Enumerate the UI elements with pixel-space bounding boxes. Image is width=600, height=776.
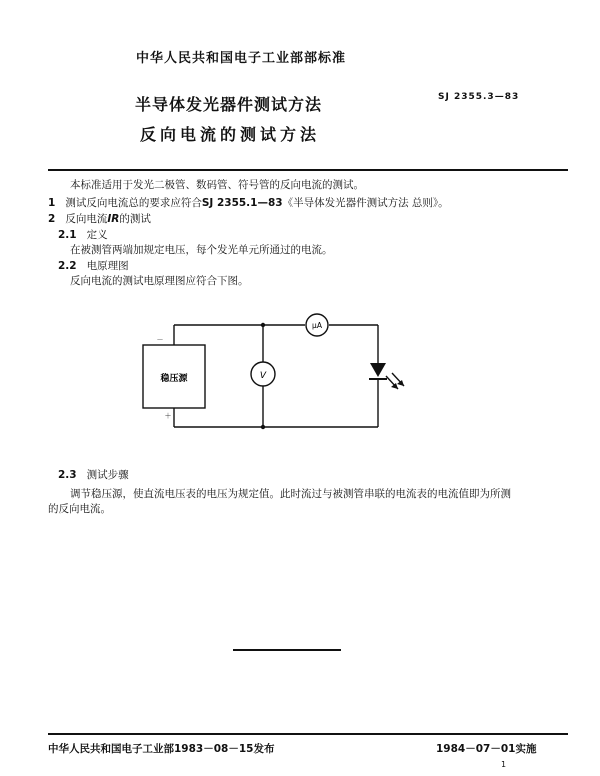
footer-effective-date: 1984－07－01实施 xyxy=(436,743,537,755)
section-2-2-text: 反向电流的测试电原理图应符合下图。 xyxy=(70,275,249,287)
section-2-symbol: IR xyxy=(107,213,120,225)
junction-bottom xyxy=(261,425,265,429)
section-2-3-text-line2: 的反向电流。 xyxy=(48,503,111,515)
section-2-1-number: 2.1 xyxy=(58,229,77,241)
plus-terminal: ＋ xyxy=(164,412,172,420)
section-2-title-suffix: 的测试 xyxy=(119,213,151,225)
intro-paragraph: 本标准适用于发光二极管、数码管、符号管的反向电流的测试。 xyxy=(70,179,364,191)
minus-terminal: － xyxy=(156,336,164,344)
source-label: 稳压源 xyxy=(160,374,188,384)
junction-top xyxy=(261,323,265,327)
led-arrow-head-2 xyxy=(397,380,404,386)
page-number: 1 xyxy=(501,760,507,769)
section-2-3-title: 测试步骤 xyxy=(86,469,129,481)
section-1-number: 1 xyxy=(48,197,56,209)
footer-rule xyxy=(48,733,568,735)
ammeter-label: μA xyxy=(312,321,322,330)
standard-code: SJ 2355.3—83 xyxy=(438,92,520,102)
issuing-organization: 中华人民共和国电子工业部部标准 xyxy=(136,51,347,66)
section-2-3-heading xyxy=(58,467,129,482)
document-subtitle: 反向电流的测试方法 xyxy=(140,125,321,144)
section-2-1-title: 定义 xyxy=(86,229,108,241)
led-arrow-head-1 xyxy=(391,383,398,389)
section-2-1-text: 在被测管两端加规定电压，每个发光单元所通过的电流。 xyxy=(70,244,333,256)
section-1-text-suffix: 《半导体发光器件测试方法 总则》。 xyxy=(282,197,449,209)
voltmeter-label: V xyxy=(259,371,267,381)
section-1-ref-code: SJ 2355.1—83 xyxy=(201,197,283,209)
footer-issuer: 中华人民共和国电子工业部1983－08－15发布 xyxy=(48,743,275,755)
led-diode-symbol xyxy=(370,363,386,377)
section-2-number: 2 xyxy=(48,213,56,225)
section-1-text-prefix: 测试反向电流总的要求应符合 xyxy=(65,197,202,209)
section-2-2-number: 2.2 xyxy=(58,260,77,272)
section-2-3-text-line1: 调节稳压源，使直流电压表的电压为规定值。此时流过与被测管串联的电流表的电流值即为所测 xyxy=(70,488,511,500)
section-2-title-prefix: 反向电流 xyxy=(65,213,108,225)
section-2-2-title: 电原理图 xyxy=(86,260,129,272)
end-rule xyxy=(233,649,341,651)
section-2-3-number: 2.3 xyxy=(58,469,77,481)
document-title: 半导体发光器件测试方法 xyxy=(135,95,323,114)
